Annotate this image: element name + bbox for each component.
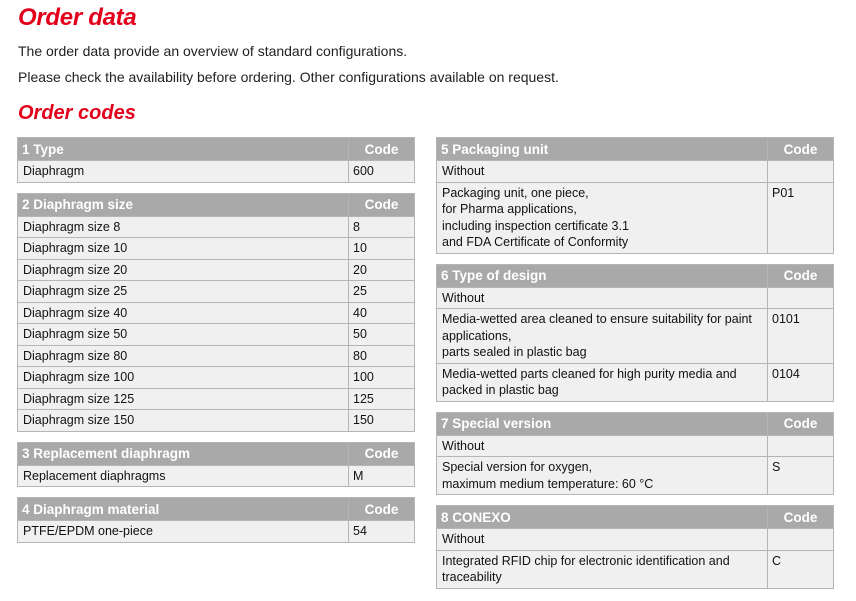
option-description: Diaphragm size 40	[18, 302, 349, 324]
table-row	[437, 309, 834, 364]
table-row	[18, 521, 415, 543]
table-row	[18, 388, 415, 410]
code-column-header: Code	[768, 412, 834, 435]
order-code-table-3-replacement-diaphragm	[17, 442, 415, 488]
option-code	[768, 435, 834, 457]
option-description: Media-wetted parts cleaned for high purity media and packed in plastic bag	[437, 363, 768, 401]
option-code: 20	[349, 259, 415, 281]
order-codes-right-column	[436, 137, 834, 599]
option-description: Replacement diaphragms	[18, 465, 349, 487]
option-description: Diaphragm size 80	[18, 345, 349, 367]
option-code: 50	[349, 324, 415, 346]
code-column-header: Code	[768, 264, 834, 287]
option-description: PTFE/EPDM one-piece	[18, 521, 349, 543]
table-row	[18, 324, 415, 346]
option-code: 600	[349, 161, 415, 183]
table-title: 4 Diaphragm material	[18, 498, 349, 521]
order-code-table-5-packaging-unit	[436, 137, 834, 254]
code-column-header: Code	[349, 193, 415, 216]
option-description: Special version for oxygen, maximum medium temperature: 60 °C	[437, 457, 768, 495]
table-row	[437, 457, 834, 495]
table-title: 5 Packaging unit	[437, 138, 768, 161]
option-description: Media-wetted area cleaned to ensure suitability for paint applications, parts sealed in plastic bag	[437, 309, 768, 364]
option-description: Diaphragm size 50	[18, 324, 349, 346]
table-row	[18, 161, 415, 183]
intro-text-1: The order data provide an overview of standard configurations.	[18, 43, 408, 59]
option-code: 0101	[768, 309, 834, 364]
table-row	[18, 216, 415, 238]
option-code	[768, 529, 834, 551]
option-description: Without	[437, 161, 768, 183]
option-description: Diaphragm size 150	[18, 410, 349, 432]
table-row	[18, 259, 415, 281]
order-code-table-4-diaphragm-material	[17, 497, 415, 543]
table-row	[437, 435, 834, 457]
table-row	[18, 302, 415, 324]
table-row	[18, 345, 415, 367]
option-description: Integrated RFID chip for electronic identification and traceability	[437, 550, 768, 588]
intro-text-2: Please check the availability before ordering. Other configurations available on request.	[18, 69, 559, 85]
table-row	[18, 410, 415, 432]
option-code	[768, 161, 834, 183]
table-row	[437, 529, 834, 551]
order-codes-left-column	[17, 137, 415, 553]
table-row	[437, 287, 834, 309]
option-code: 80	[349, 345, 415, 367]
option-code: 100	[349, 367, 415, 389]
option-code: S	[768, 457, 834, 495]
option-code: 25	[349, 281, 415, 303]
order-code-table-1-type	[17, 137, 415, 183]
table-title: 3 Replacement diaphragm	[18, 442, 349, 465]
table-title: 6 Type of design	[437, 264, 768, 287]
table-row	[18, 367, 415, 389]
option-code: 54	[349, 521, 415, 543]
table-title: 7 Special version	[437, 412, 768, 435]
option-description: Without	[437, 435, 768, 457]
option-code: 8	[349, 216, 415, 238]
option-code: 150	[349, 410, 415, 432]
code-column-header: Code	[349, 498, 415, 521]
option-code: C	[768, 550, 834, 588]
table-row	[18, 238, 415, 260]
section-title-order-codes: Order codes	[18, 102, 136, 124]
table-row	[18, 465, 415, 487]
option-code: P01	[768, 182, 834, 253]
table-title: 2 Diaphragm size	[18, 193, 349, 216]
page-title: Order data	[18, 4, 137, 31]
option-code: M	[349, 465, 415, 487]
option-description: Diaphragm size 8	[18, 216, 349, 238]
option-code: 0104	[768, 363, 834, 401]
code-column-header: Code	[768, 138, 834, 161]
option-description: Without	[437, 287, 768, 309]
table-title: 8 CONEXO	[437, 506, 768, 529]
option-code: 125	[349, 388, 415, 410]
option-description: Diaphragm size 10	[18, 238, 349, 260]
option-description: Packaging unit, one piece, for Pharma applications, including inspection certificate 3.1 and FDA Certificate of Conformity	[437, 182, 768, 253]
option-code	[768, 287, 834, 309]
option-code: 10	[349, 238, 415, 260]
code-column-header: Code	[768, 506, 834, 529]
order-code-table-6-type-of-design	[436, 264, 834, 402]
option-description: Diaphragm size 20	[18, 259, 349, 281]
option-description: Diaphragm size 100	[18, 367, 349, 389]
table-row	[437, 550, 834, 588]
table-row	[437, 182, 834, 253]
order-code-table-8-conexo	[436, 505, 834, 589]
table-row	[18, 281, 415, 303]
order-code-table-2-diaphragm-size	[17, 193, 415, 432]
option-description: Diaphragm size 125	[18, 388, 349, 410]
order-code-table-7-special-version	[436, 412, 834, 496]
option-description: Diaphragm	[18, 161, 349, 183]
code-column-header: Code	[349, 442, 415, 465]
option-description: Diaphragm size 25	[18, 281, 349, 303]
table-title: 1 Type	[18, 138, 349, 161]
code-column-header: Code	[349, 138, 415, 161]
option-code: 40	[349, 302, 415, 324]
table-row	[437, 363, 834, 401]
option-description: Without	[437, 529, 768, 551]
table-row	[437, 161, 834, 183]
